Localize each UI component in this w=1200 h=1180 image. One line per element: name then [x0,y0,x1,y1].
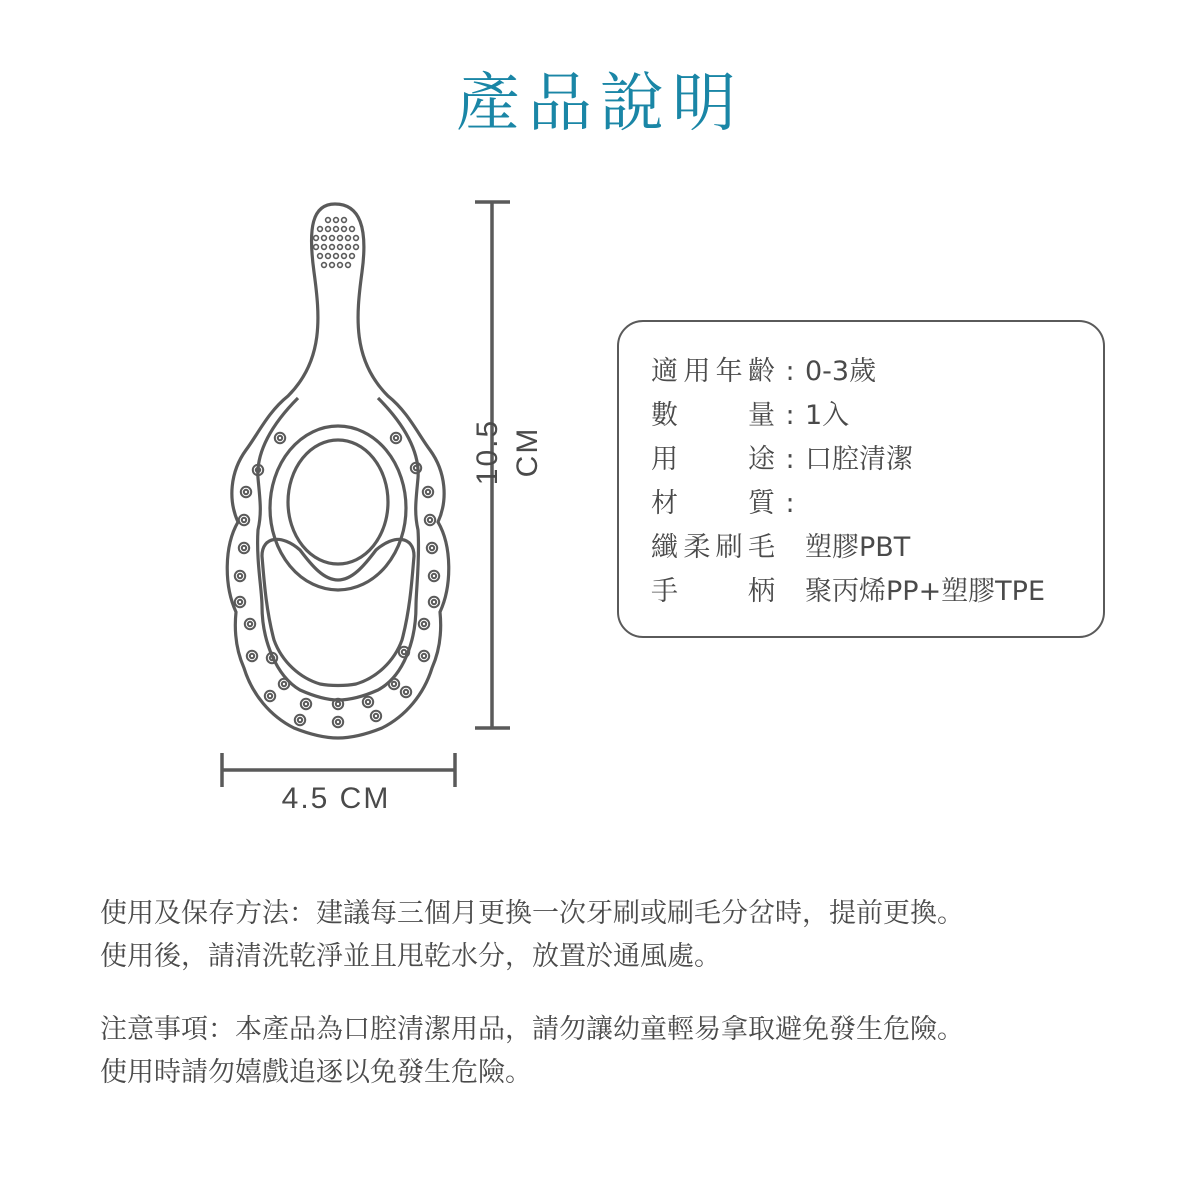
grip-dot [371,711,381,721]
grip-dot [422,622,426,626]
bristle-dot [346,245,351,250]
spec-value: 聚丙烯PP+塑膠TPE [805,576,1046,607]
grip-dot [430,546,434,550]
grip-dot [295,715,305,725]
spec-label [651,526,775,570]
spec-row [651,394,1103,438]
spec-label-char: 數 [651,400,678,431]
bristle-dot [342,218,347,223]
grip-dot [301,699,311,709]
grip-dot [298,718,302,722]
spec-label [651,394,775,438]
spec-label-char: 適 [651,356,678,387]
grip-dot [374,714,378,718]
spec-label-char: 途 [748,444,775,475]
bristle-dot [334,227,339,232]
width-dimension-label: 4.5 CM [281,782,391,815]
spec-colon: : [785,488,795,519]
usage-note [100,892,1100,978]
bristle-dot [334,218,339,223]
grip-dot [336,720,340,724]
bristle-dot [326,218,331,223]
bristle-dot [350,227,355,232]
grip-dot [245,619,255,629]
spec-row [651,482,1103,526]
spec-label-char: 毛 [747,532,775,563]
grip-dot [238,600,242,604]
grip-dot [402,650,406,654]
bristle-dot [350,254,355,259]
bristle-dot [322,245,327,250]
bristle-dot [314,245,319,250]
spec-colon: : [785,444,795,475]
caution-line: 注意事項：本產品為口腔清潔用品，請勿讓幼童輕易拿取避免發生危險。 [100,1014,964,1045]
spec-row [651,438,1103,482]
grip-dot [282,682,286,686]
grip-dot [419,619,429,629]
spec-label [651,438,775,482]
bristle-dot [326,227,331,232]
bristle-dot [334,254,339,259]
usage-line: 使用及保存方法：建議每三個月更換一次牙刷或刷毛分岔時，提前更換。 [100,898,964,929]
spec-colon [775,526,805,570]
spec-colon [775,570,805,614]
grip-dot [366,700,370,704]
spec-value: 口腔清潔 [805,444,913,475]
grip-dot [423,487,433,497]
grip-dot [389,679,399,689]
grip-dot [250,654,254,658]
grip-dot [248,622,252,626]
spec-label-char: 刷 [715,532,743,563]
bristle-dot [342,227,347,232]
grip-dot [333,717,343,727]
spec-label-char: 柔 [683,532,711,563]
spec-label-char: 用 [683,356,711,387]
grip-dot [242,546,246,550]
bristle-dot [326,254,331,259]
spec-label-char: 纖 [651,532,678,563]
grip-dot [268,694,272,698]
grip-dot [238,574,242,578]
bristle-dot [338,236,343,241]
notes [100,892,1100,1124]
grip-dot [429,571,439,581]
grip-dot [336,702,340,706]
bristle-dots [314,218,359,268]
bristle-dot [322,263,327,268]
grip-dot [241,487,251,497]
spec-label-char: 質 [748,488,775,519]
grip-dot [426,490,430,494]
spec-label [651,350,775,394]
bristle-dot [354,236,359,241]
grip-dot [401,687,411,697]
grip-dot [278,436,282,440]
page-title: 產品說明 [456,67,744,141]
spec-label-char: 年 [715,356,743,387]
bristle-dot [318,227,323,232]
bristle-dot [322,236,327,241]
spec-label-char: 用 [651,444,678,475]
usage-line: 使用後，請清洗乾淨並且甩乾水分，放置於通風處。 [100,941,721,972]
spec-value: 1入 [805,400,850,431]
bristle-dot [318,254,323,259]
spec-row [651,350,1103,394]
grip-dot [425,515,435,525]
bristle-dot [338,245,343,250]
bristle-dot [342,254,347,259]
bristle-dot [330,236,335,241]
spec-row [651,526,1103,570]
spec-value: 塑膠PBT [805,532,911,563]
spec-label [651,570,775,614]
bristle-dot [346,236,351,241]
grip-dot [265,691,275,701]
grip-dot [235,571,245,581]
spec-label-char: 齡 [747,356,775,387]
grip-dot [419,651,429,661]
grip-dot [239,543,249,553]
grip-dot [244,490,248,494]
spec-label-char: 手 [651,576,678,607]
bristle-dot [330,245,335,250]
bristle-dot [314,236,319,241]
spec-colon: : [785,400,795,431]
caution-note [100,1008,1100,1094]
spec-colon: : [785,356,795,387]
bristle-dot [346,263,351,268]
bristle-dot [354,245,359,250]
grip-dot [242,518,246,522]
spec-label-char: 量 [748,400,775,431]
grip-dot [414,466,418,470]
spec-label [651,482,775,526]
grip-dot [235,597,245,607]
grip-dot [394,436,398,440]
grip-dot [428,518,432,522]
spec-box [617,320,1105,638]
grip-dot [429,597,439,607]
bristle-dot [330,263,335,268]
grip-dot [422,654,426,658]
grip-dot [279,679,289,689]
grip-dot [404,690,408,694]
grip-dot [247,651,257,661]
grip-dot [275,433,285,443]
grip-dot [239,515,249,525]
grip-dot [363,697,373,707]
grip-dot [392,682,396,686]
height-dimension-label: 10.5 CM [471,418,544,486]
spec-row [651,570,1103,614]
grip-dot [391,433,401,443]
grip-dot [427,543,437,553]
spec-label-char: 材 [651,488,678,519]
grip-dot [304,702,308,706]
caution-line: 使用時請勿嬉戲追逐以免發生危險。 [100,1057,532,1088]
spec-label-char: 柄 [748,576,775,607]
grip-dot [432,600,436,604]
spec-value: 0-3歲 [805,356,877,387]
bristle-dot [338,263,343,268]
grip-dot [432,574,436,578]
